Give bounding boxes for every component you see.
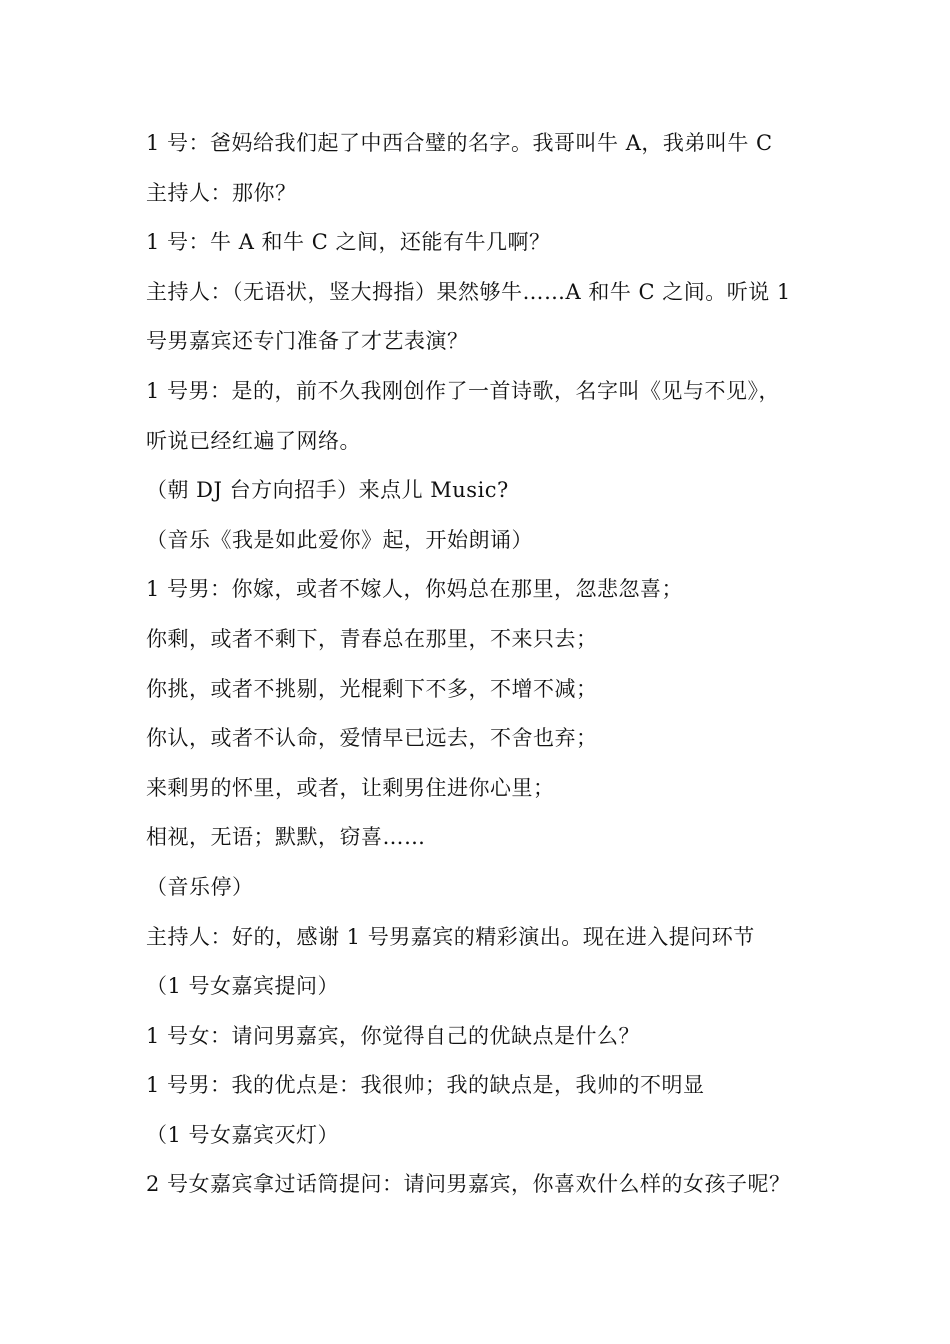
text-line: 相视，无语；默默，窃喜……: [146, 825, 426, 850]
text-line: 2 号女嘉宾拿过话筒提问：请问男嘉宾，你喜欢什么样的女孩子呢？: [146, 1172, 791, 1197]
text-line: 你认，或者不认命，爱情早已远去，不舍也弃；: [146, 726, 598, 751]
text-line: 主持人：那你？: [146, 180, 297, 205]
text-line: 1 号男：你嫁，或者不嫁人，你妈总在那里，忽悲忽喜；: [146, 577, 684, 602]
text-line: 来剩男的怀里，或者，让剩男住进你心里；: [146, 775, 555, 800]
text-line: 1 号女：请问男嘉宾，你觉得自己的优缺点是什么？: [146, 1023, 641, 1048]
text-line: 你剩，或者不剩下，青春总在那里，不来只去；: [146, 626, 598, 651]
text-line: （朝 DJ 台方向招手）来点儿 Music?: [146, 478, 509, 503]
text-line: 主持人：好的，感谢 1 号男嘉宾的精彩演出。现在进入提问环节: [146, 924, 755, 949]
text-line: 1 号：牛 A 和牛 C 之间，还能有牛几啊？: [146, 230, 551, 255]
text-line: 你挑，或者不挑剔，光棍剩下不多，不增不减；: [146, 676, 598, 701]
text-line: （1 号女嘉宾灭灯）: [146, 1122, 340, 1147]
text-line: （音乐停）: [146, 874, 254, 899]
text-line: （1 号女嘉宾提问）: [146, 974, 340, 999]
text-line: （音乐《我是如此爱你》起，开始朗诵）: [146, 527, 533, 552]
text-line: 1 号：爸妈给我们起了中西合璧的名字。我哥叫牛 A，我弟叫牛 C: [146, 131, 773, 155]
text-line: 号男嘉宾还专门准备了才艺表演？: [146, 329, 469, 354]
document-body: [146, 119, 806, 1210]
text-line: 听说已经红遍了网络。: [146, 428, 361, 453]
text-line: 1 号男：我的优点是：我很帅；我的缺点是，我帅的不明显: [146, 1073, 705, 1098]
text-line: 1 号男：是的，前不久我刚创作了一首诗歌，名字叫《见与不见》，: [146, 378, 781, 403]
text-line: 主持人：（无语状，竖大拇指）果然够牛……A 和牛 C 之间。听说 1: [146, 279, 791, 304]
